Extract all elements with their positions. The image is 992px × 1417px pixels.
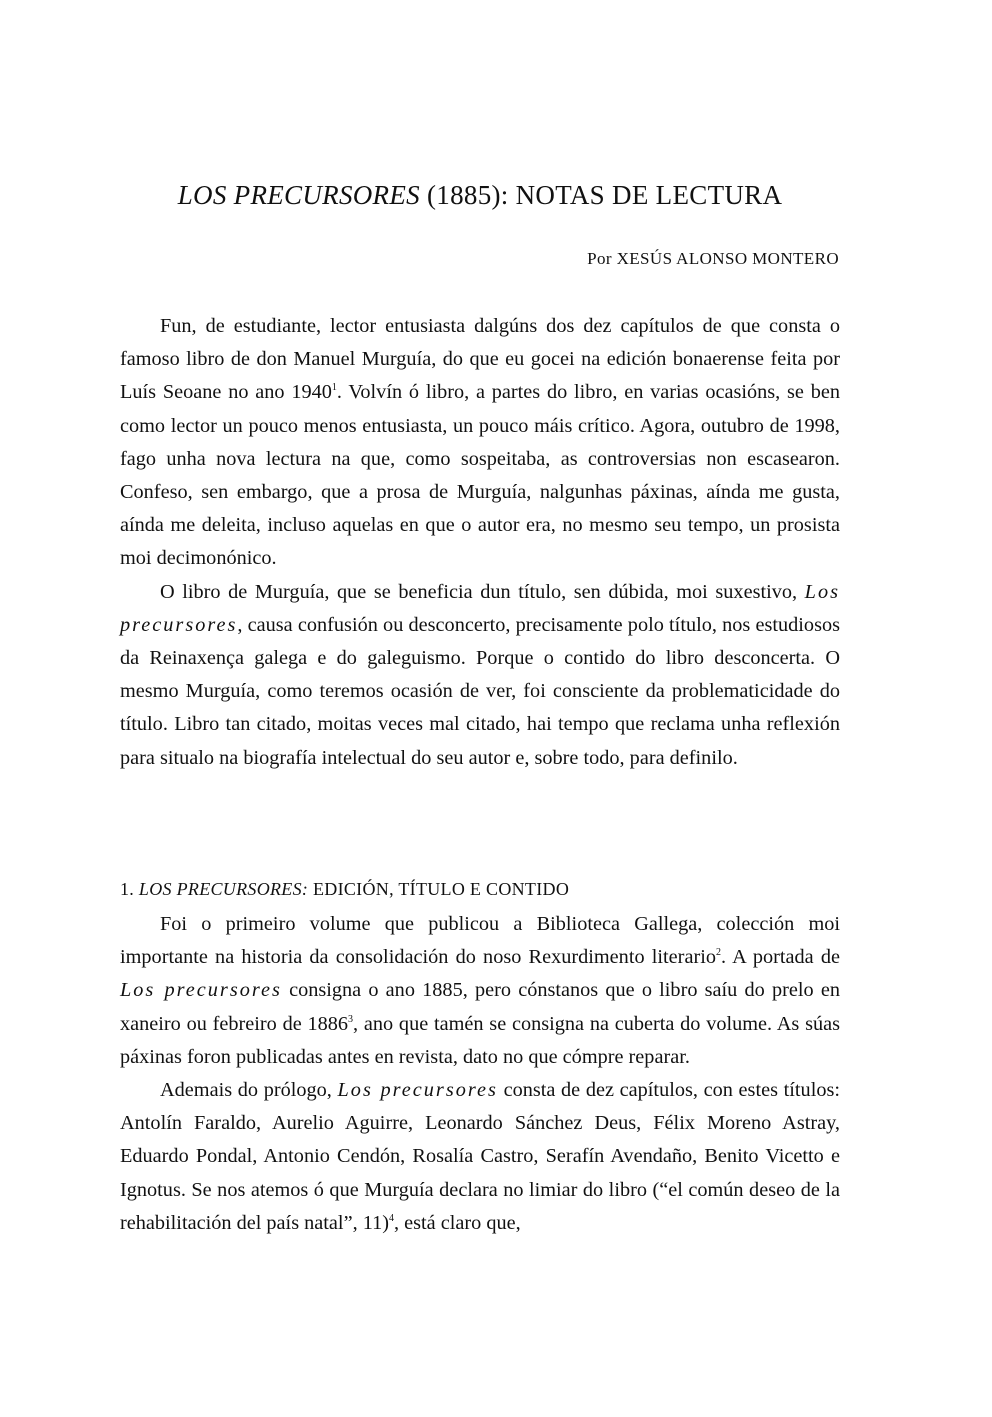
paragraph-3-text-d: , ano que tamén se consigna na cuberta do volume. As súas páxinas foron publicadas antes en revista, dato no que cómpre reparar. xyxy=(120,1012,840,1068)
paragraph-1 xyxy=(120,310,840,576)
footnote-ref-3: 3 xyxy=(348,1013,354,1025)
article-title-italic: LOS PRECURSORES xyxy=(177,180,420,210)
paragraph-3-text-b: . A portada de xyxy=(720,946,840,969)
paragraph-4-text-a: Ademais do prólogo, xyxy=(160,1079,338,1102)
paragraph-3-text-c: consigna o ano 1885, pero cónstanos que o libro saíu do prelo en xaneiro ou febreiro de 1886 xyxy=(120,979,840,1035)
article-title-rest: (1885): NOTAS DE LECTURA xyxy=(419,180,783,210)
paragraph-2 xyxy=(120,576,840,775)
book-title-italic: Los precursores xyxy=(337,1079,498,1102)
article-title xyxy=(0,178,960,212)
section-number: 1. xyxy=(120,879,139,899)
paragraph-4-text-b: consta de dez capítulos, con estes títulos: Antolín Faraldo, Aurelio Aguirre, Leonardo Sánchez Deus, Félix Moreno Astray, Eduardo Pondal, Antonio Cendón, Rosalía Castro, Serafín Avendaño, Benito Vicetto e Ignotus. Se nos atemos ó que Murguía declara no limiar do libro (“el común deseo de la rehabilitación del país natal”, 11) xyxy=(120,1079,840,1234)
paragraph-3-text-a: Foi o primeiro volume que publicou a Biblioteca Gallega, colección moi importante na historia da consolidación do noso Rexurdimento literario xyxy=(120,913,840,969)
section-heading xyxy=(120,879,569,900)
book-title-italic: Los precursores xyxy=(120,580,840,636)
paragraph-2-text-b: , causa confusión ou desconcerto, precisamente polo título, nos estudiosos da Reinaxença galega e do galeguismo. Porque o contido do libro desconcerta. O mesmo Murguía, como teremos ocasión de ver, foi consciente da problematicidade do título. Libro tan citado, moitas veces mal citado, hai tempo que reclama unha reflexión para situalo na biografía intelectual do seu autor e, sobre todo, para definilo. xyxy=(120,613,840,769)
footnote-ref-4: 4 xyxy=(389,1213,394,1225)
section-1-body xyxy=(120,908,840,1240)
paragraph-1-text-a: Fun, de estudiante, lector entusiasta dalgúns dos dez capítulos de que consta o famoso libro de don Manuel Murguía, do que eu gocei na edición bonaerense feita por Luís Seoane no ano 1940 xyxy=(120,315,840,404)
intro-section xyxy=(120,310,840,775)
section-heading-italic: LOS PRECURSORES: xyxy=(138,879,309,899)
paragraph-2-text-a: O libro de Murguía, que se beneficia dun título, sen dúbida, moi suxestivo, xyxy=(160,580,805,603)
paragraph-1-text-b: . Volvín ó libro, a partes do libro, en varias ocasións, se ben como lector un pouco menos entusiasta, un pouco máis crítico. Agora, outubro de 1998, fago unha nova lectura na que, como sospeitaba, as controversias non escasearon. Confeso, sen embargo, que a prosa de Murguía, nalgunhas páxinas, aínda me gusta, aínda me deleita, incluso aquelas en que o autor era, no mesmo seu tempo, un prosista moi decimonónico. xyxy=(120,381,840,570)
footnote-ref-1: 1 xyxy=(331,382,337,394)
book-title-italic: Los precursores xyxy=(120,979,282,1002)
section-heading-rest: EDICIÓN, TÍTULO E CONTIDO xyxy=(308,879,570,899)
paragraph-3 xyxy=(120,908,840,1074)
footnote-ref-2: 2 xyxy=(715,947,721,959)
author-byline: Por XESÚS ALONSO MONTERO xyxy=(587,249,839,268)
paragraph-4 xyxy=(120,1074,840,1240)
paragraph-4-text-c: , está claro que, xyxy=(394,1211,521,1234)
